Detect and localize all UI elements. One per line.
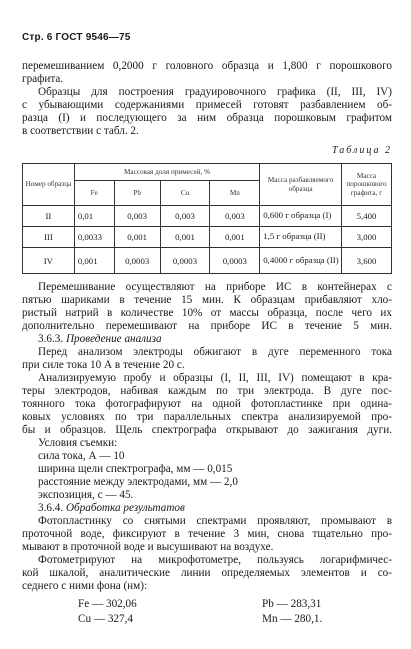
cell-pb: 0,0003 <box>114 248 160 274</box>
condition-current: сила тока, А — 10 <box>38 450 125 462</box>
cell-dilution: 1,5 г образца (II) <box>260 227 342 248</box>
cell-fe: 0,01 <box>74 206 114 227</box>
cell-mn: 0,001 <box>210 227 260 248</box>
intro-para2-line-1: Образцы для построения градуировочного графика (II, III, IV) <box>38 86 392 98</box>
cell-cu: 0,0003 <box>160 248 210 274</box>
condition-exposure: экспозиция, с — 45. <box>38 489 134 501</box>
intro-line-2: графита. <box>22 73 64 85</box>
cell-graphite: 3,600 <box>341 248 391 274</box>
mix-line-3: ристый натрий в количестве 10% от массы образца, после чего их <box>22 307 392 319</box>
cell-mn: 0,0003 <box>210 248 260 274</box>
cell-pb: 0,003 <box>114 206 160 227</box>
intro-para2-line-3: разца (I) и последующего за ним образца порошковым графитом <box>22 112 392 124</box>
section-number: 3.6.4. <box>38 502 64 514</box>
cell-graphite: 5,400 <box>341 206 391 227</box>
header-dilution-mass: Масса разбавляемого образца <box>260 164 342 206</box>
table-row <box>23 248 392 274</box>
s364-line-3: мывают в проточной воде и высушивают на воздухе. <box>22 541 274 553</box>
s363-line-2: при силе тока 10 А в течение 20 с. <box>22 359 185 371</box>
cell-cu: 0,001 <box>160 227 210 248</box>
cell-pb: 0,001 <box>114 227 160 248</box>
s364-line-1: Фотопластинку со снятыми спектрами проявляют, промывают в <box>38 515 392 527</box>
cell-fe: 0,0033 <box>74 227 114 248</box>
header-impurities: Массовая доля примесей, % <box>74 164 259 181</box>
cell-graphite: 3,000 <box>341 227 391 248</box>
mix-line-1: Перемешивание осуществляют на приборе ИС в контейнерах с <box>38 281 392 293</box>
mix-line-2: пятью шариками в течение 15 мин. К образцам прибавляют хло- <box>22 294 392 306</box>
condition-electrode-gap: расстояние между электродами, мм — 2,0 <box>38 476 238 488</box>
cell-mn: 0,003 <box>210 206 260 227</box>
header-graphite-mass: Масса порошкового графита, г <box>341 164 391 206</box>
s363-line-7: бы и образцов. Щель спектрографа открывают до зажигания дуги. <box>22 424 392 436</box>
s363-line-4: теры электродов, набивая каждым по три электрода. В дуге пос- <box>22 385 392 397</box>
cell-fe: 0,001 <box>74 248 114 274</box>
cell-dilution: 0,600 г образца (I) <box>260 206 342 227</box>
cell-sample: IV <box>23 248 75 274</box>
table-row <box>23 227 392 248</box>
header-mn: Mn <box>210 181 260 206</box>
mix-line-4: дополнительно перемешивают на приборе ИС в течение 5 мин. <box>22 320 392 332</box>
page-header: Стр. 6 ГОСТ 9546—75 <box>22 32 131 43</box>
intro-line-1: перемешиванием 0,2000 г головного образца и 1,800 г порошкового <box>22 60 392 72</box>
conditions-title: Условия съемки: <box>38 437 118 449</box>
line-pb: Pb — 283,31 <box>262 598 322 610</box>
line-cu: Cu — 327,4 <box>78 613 134 625</box>
header-sample-number: Номер образца <box>23 164 75 206</box>
cell-sample: II <box>23 206 75 227</box>
cell-dilution: 0,4000 г образца (II) <box>260 248 342 274</box>
header-pb: Pb <box>114 181 160 206</box>
s364-line-6: седнего с ними фона (нм): <box>22 580 148 592</box>
s363-line-3: Анализируемую пробу и образцы (I, II, III, IV) помещают в кра- <box>38 372 392 384</box>
s363-line-6: ковых условиях по три параллельных спектра анализируемой про- <box>22 411 392 423</box>
table-row <box>23 206 392 227</box>
section-3-6-3-heading <box>38 333 162 346</box>
table-2 <box>22 163 392 274</box>
header-cu: Cu <box>160 181 210 206</box>
section-3-6-4-heading <box>38 502 185 515</box>
s364-line-5: кой шкалой, аналитические линии определяемых элементов и со- <box>22 567 392 579</box>
line-mn: Mn — 280,1. <box>262 613 323 625</box>
condition-slit-width: ширина щели спектрографа, мм — 0,015 <box>38 463 233 475</box>
s364-line-4: Фотометрируют на микрофотометре, пользуясь логарифмичес- <box>38 554 392 566</box>
line-fe: Fe — 302,06 <box>78 598 137 610</box>
cell-sample: III <box>23 227 75 248</box>
table-caption: Таблица 2 <box>332 145 392 156</box>
intro-para2-line-4: в соответствии с табл. 2. <box>22 125 139 137</box>
section-number: 3.6.3. <box>38 333 64 345</box>
intro-para2-line-2: с убывающими содержаниями примесей готовят разбавлением об- <box>22 99 392 111</box>
section-title: Обработка результатов <box>65 502 185 514</box>
s364-line-2: проточной воде, фиксируют в течение 3 мин, снова тщательно про- <box>22 528 392 540</box>
s363-line-5: тоянного тока фотографируют на одной фотопластинке при одина- <box>22 398 392 410</box>
section-title: Проведение анализа <box>65 333 162 345</box>
s363-line-1: Перед анализом электроды обжигают в дуге переменного тока <box>38 346 392 358</box>
cell-cu: 0,003 <box>160 206 210 227</box>
header-fe: Fe <box>74 181 114 206</box>
